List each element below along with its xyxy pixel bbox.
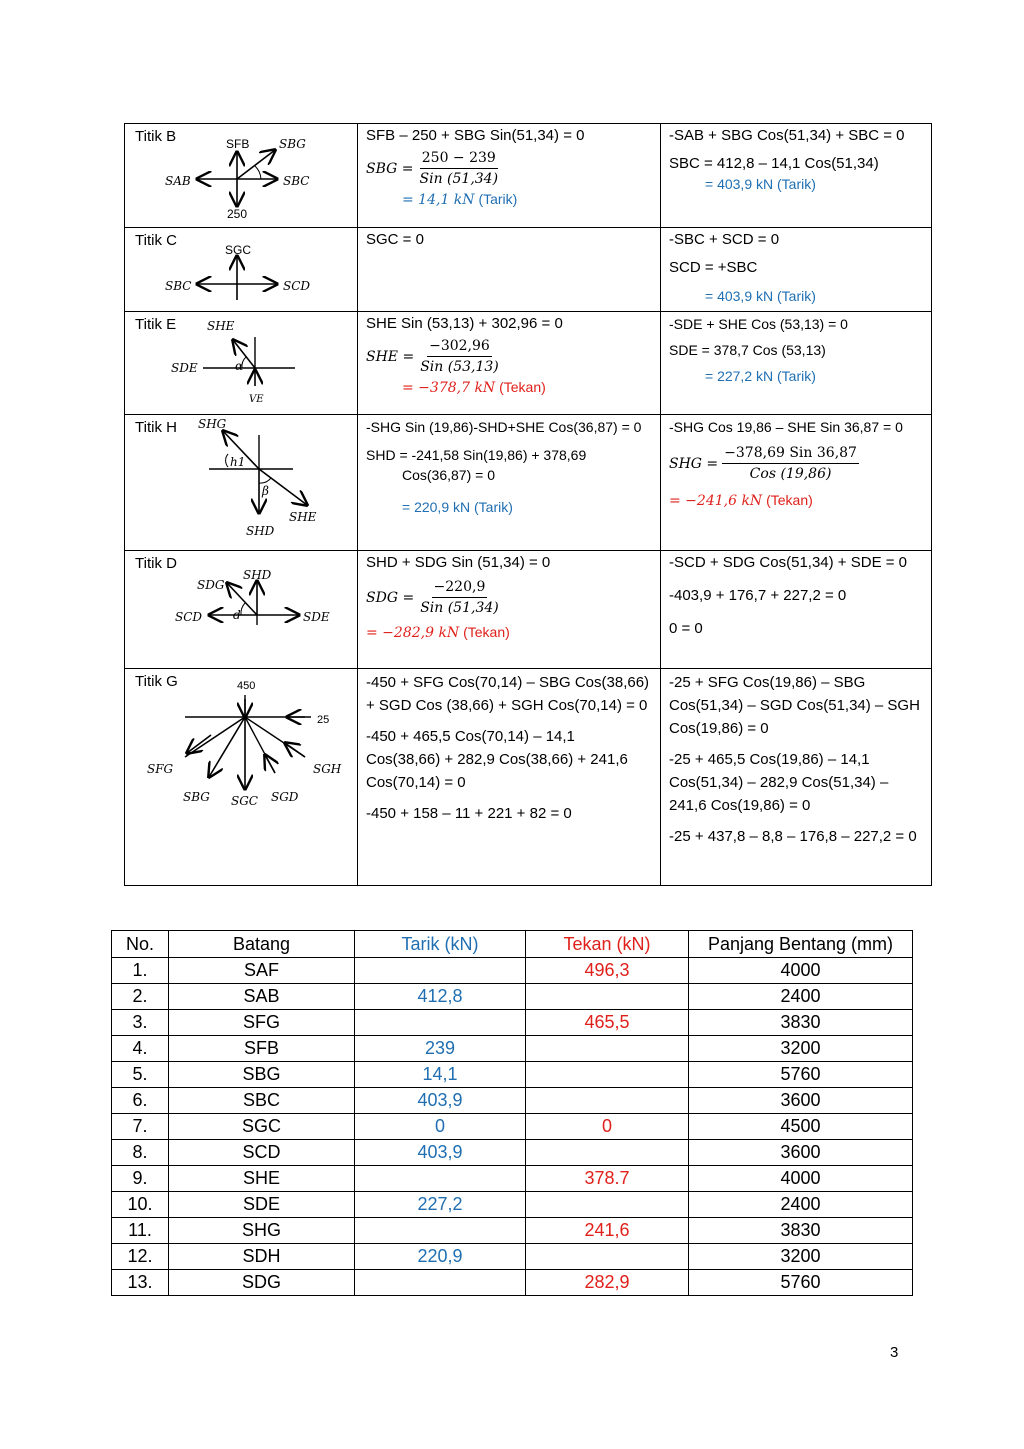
cell-no: 13.	[112, 1270, 169, 1296]
label-h1: h1	[230, 455, 246, 469]
cell-batang: SDE	[169, 1192, 355, 1218]
eq-line: -SBC + SCD = 0	[669, 231, 780, 248]
node-row-b	[125, 124, 932, 228]
cell-tekan: 241,6	[526, 1218, 689, 1244]
cell-panjang: 3600	[689, 1088, 913, 1114]
eq-line: SHD = -241,58 Sin(19,86) + 378,69	[366, 447, 587, 463]
label-250: 250	[227, 207, 248, 221]
eq-line: SGC = 0	[366, 231, 424, 248]
table-row	[112, 1140, 913, 1166]
node-cell	[125, 124, 358, 228]
node-cell	[125, 312, 358, 415]
eq-line: -25 + 437,8 – 8,8 – 176,8 – 227,2 = 0	[669, 828, 917, 845]
eq-line: Cos(36,87) = 0	[402, 467, 495, 483]
cell-no: 12.	[112, 1244, 169, 1270]
frac-lhs: SBG =	[366, 160, 414, 177]
eq-line: -SCD + SDG Cos(51,34) + SDE = 0	[669, 554, 908, 571]
summary-table	[111, 930, 913, 1296]
cell-no: 4.	[112, 1036, 169, 1062]
eq-line: SCD = +SBC	[669, 259, 758, 276]
eq-line: -450 + SFG Cos(70,14) – SBG Cos(38,66) + SGD Cos (38,66) + SGH Cos(70,14) = 0	[366, 674, 650, 714]
node-label: Titik D	[135, 555, 177, 572]
cell-batang: SHG	[169, 1218, 355, 1244]
eq-line: SBC = 412,8 – 14,1 Cos(51,34)	[669, 155, 879, 172]
node-b-diagram	[125, 124, 357, 228]
horizontal-eq-cell	[661, 551, 932, 669]
eq-line: -SAB + SBG Cos(51,34) + SBC = 0	[669, 127, 905, 144]
label-she: SHE	[289, 510, 317, 524]
cell-panjang: 3200	[689, 1244, 913, 1270]
eq-result	[366, 377, 652, 398]
summary-body	[112, 958, 913, 1296]
cell-tarik: 227,2	[355, 1192, 526, 1218]
label-sfg: SFG	[147, 762, 174, 776]
table-row	[112, 1192, 913, 1218]
node-row-d	[125, 551, 932, 669]
cell-tarik	[355, 1218, 526, 1244]
table-row	[112, 1062, 913, 1088]
table-row	[112, 1088, 913, 1114]
eq-line: -403,9 + 176,7 + 227,2 = 0	[669, 587, 847, 604]
result-note: (Tekan)	[463, 624, 510, 640]
frac-num: −378,69 Sin 36,87	[722, 443, 859, 464]
cell-no: 6.	[112, 1088, 169, 1114]
node-label: Titik G	[135, 673, 178, 690]
header-panjang: Panjang Bentang (mm)	[689, 931, 913, 958]
cell-panjang: 3600	[689, 1140, 913, 1166]
cell-no: 10.	[112, 1192, 169, 1218]
table-row	[112, 1270, 913, 1296]
node-label: Titik H	[135, 419, 177, 436]
cell-panjang: 3830	[689, 1010, 913, 1036]
eq-line: SHE Sin (53,13) + 302,96 = 0	[366, 315, 563, 332]
header-batang: Batang	[169, 931, 355, 958]
vertical-eq-cell	[358, 124, 661, 228]
cell-tekan: 0	[526, 1114, 689, 1140]
cell-tekan: 282,9	[526, 1270, 689, 1296]
cell-tekan	[526, 1036, 689, 1062]
cell-tekan	[526, 1244, 689, 1270]
vertical-eq-cell	[358, 415, 661, 551]
cell-tekan: 378.7	[526, 1166, 689, 1192]
node-d-diagram	[125, 551, 357, 669]
label-shd: SHD	[246, 524, 275, 538]
cell-tarik: 403,9	[355, 1140, 526, 1166]
cell-batang: SCD	[169, 1140, 355, 1166]
table-row	[112, 1036, 913, 1062]
cell-tarik	[355, 1166, 526, 1192]
eq-result: = 227,2 kN (Tarik)	[705, 368, 816, 384]
node-label: Titik B	[135, 128, 177, 145]
eq-result	[366, 189, 652, 210]
cell-panjang: 3830	[689, 1218, 913, 1244]
table-row	[112, 1166, 913, 1192]
frac-den: Sin (53,13)	[420, 359, 499, 375]
eq-line: -SHG Sin (19,86)-SHD+SHE Cos(36,87) = 0	[366, 419, 642, 435]
eq-fraction	[366, 577, 652, 618]
cell-panjang: 5760	[689, 1062, 913, 1088]
header-no: No.	[112, 931, 169, 958]
label-scd: SCD	[283, 279, 311, 293]
result-math: = −378,7 kN	[402, 380, 496, 396]
horizontal-eq-cell	[661, 415, 932, 551]
cell-tarik	[355, 1270, 526, 1296]
node-e-diagram	[125, 312, 357, 415]
label-sdg: SDG	[197, 578, 225, 592]
cell-tarik: 220,9	[355, 1244, 526, 1270]
label-sgh: SGH	[313, 762, 342, 776]
frac-num: −302,96	[427, 336, 492, 357]
vertical-eq-cell	[358, 312, 661, 415]
header-tekan: Tekan (kN)	[526, 931, 689, 958]
eq-line: -SDE + SHE Cos (53,13) = 0	[669, 316, 848, 332]
label-scd: SCD	[175, 610, 203, 624]
eq-line: -SHG Cos 19,86 – SHE Sin 36,87 = 0	[669, 419, 903, 435]
label-sab: SAB	[165, 174, 191, 188]
eq-result	[669, 490, 923, 511]
label-sbg: SBG	[183, 790, 210, 804]
eq-line: SDE = 378,7 Cos (53,13)	[669, 342, 826, 358]
result-note: (Tekan)	[499, 379, 546, 395]
cell-tekan	[526, 1192, 689, 1218]
label-alpha: α	[235, 359, 244, 373]
label-shd: SHD	[243, 568, 272, 582]
cell-batang: SBG	[169, 1062, 355, 1088]
eq-line: -450 + 465,5 Cos(70,14) – 14,1 Cos(38,66) + 282,9 Cos(38,66) + 241,6 Cos(70,14) = 0	[366, 728, 628, 791]
label-sbg: SBG	[279, 137, 306, 151]
frac-num: −220,9	[432, 577, 488, 598]
eq-fraction	[366, 148, 652, 189]
cell-tekan	[526, 984, 689, 1010]
cell-tarik: 0	[355, 1114, 526, 1140]
eq-line: 0 = 0	[669, 620, 703, 637]
label-ve: VE	[249, 394, 264, 405]
eq-fraction	[366, 336, 652, 377]
label-450: 450	[237, 680, 256, 692]
node-label: Titik E	[135, 316, 177, 333]
result-math: = −282,9 kN	[366, 625, 460, 641]
vertical-eq-cell	[358, 669, 661, 886]
page-number: 3	[890, 1344, 899, 1361]
node-cell	[125, 669, 358, 886]
horizontal-eq-cell	[661, 124, 932, 228]
vertical-eq-cell	[358, 228, 661, 312]
eq-line: -450 + 158 – 11 + 221 + 82 = 0	[366, 805, 572, 822]
label-25: 25	[317, 714, 330, 726]
result-math: = 14,1 kN	[402, 192, 475, 208]
cell-no: 3.	[112, 1010, 169, 1036]
result-note: (Tekan)	[766, 492, 813, 508]
cell-no: 11.	[112, 1218, 169, 1244]
calculation-table	[124, 123, 932, 886]
label-sde: SDE	[171, 361, 198, 375]
cell-panjang: 4000	[689, 958, 913, 984]
cell-panjang: 2400	[689, 984, 913, 1010]
table-row	[112, 958, 913, 984]
horizontal-eq-cell	[661, 669, 932, 886]
node-label: Titik C	[135, 232, 177, 249]
cell-batang: SGC	[169, 1114, 355, 1140]
cell-tarik	[355, 1010, 526, 1036]
cell-no: 2.	[112, 984, 169, 1010]
cell-tekan	[526, 1140, 689, 1166]
cell-panjang: 2400	[689, 1192, 913, 1218]
cell-batang: SFG	[169, 1010, 355, 1036]
cell-tarik: 14,1	[355, 1062, 526, 1088]
frac-num: 250 − 239	[420, 148, 498, 169]
label-sde: SDE	[303, 610, 330, 624]
frac-lhs: SHE =	[366, 348, 415, 365]
eq-result: = 220,9 kN (Tarik)	[402, 499, 513, 515]
cell-tekan	[526, 1088, 689, 1114]
node-h-diagram	[125, 415, 357, 551]
node-row-e	[125, 312, 932, 415]
node-cell	[125, 228, 358, 312]
eq-line: -25 + SFG Cos(19,86) – SBG Cos(51,34) – SGD Cos(51,34) – SGH Cos(19,86) = 0	[669, 674, 920, 737]
cell-tekan	[526, 1062, 689, 1088]
cell-panjang: 4000	[689, 1166, 913, 1192]
table-row	[112, 1244, 913, 1270]
horizontal-eq-cell	[661, 312, 932, 415]
cell-panjang: 3200	[689, 1036, 913, 1062]
eq-line: SFB – 250 + SBG Sin(51,34) = 0	[366, 127, 585, 144]
eq-result: = 403,9 kN (Tarik)	[705, 176, 816, 192]
table-row	[112, 1114, 913, 1140]
label-beta: β	[262, 484, 269, 498]
cell-panjang: 4500	[689, 1114, 913, 1140]
eq-result: = 403,9 kN (Tarik)	[705, 288, 816, 304]
table-row	[112, 984, 913, 1010]
cell-tarik	[355, 958, 526, 984]
label-sgd: SGD	[271, 790, 299, 804]
label-sbc: SBC	[283, 174, 310, 188]
cell-batang: SHE	[169, 1166, 355, 1192]
frac-lhs: SHG =	[669, 455, 719, 472]
eq-line: -25 + 465,5 Cos(19,86) – 14,1 Cos(51,34) – 282,9 Cos(51,34) – 241,6 Cos(19,86) = 0	[669, 751, 889, 814]
cell-no: 9.	[112, 1166, 169, 1192]
cell-batang: SFB	[169, 1036, 355, 1062]
cell-no: 5.	[112, 1062, 169, 1088]
cell-batang: SAF	[169, 958, 355, 984]
header-tarik: Tarik (kN)	[355, 931, 526, 958]
eq-result	[366, 622, 652, 643]
label-d: d	[233, 608, 241, 622]
table-row	[112, 1218, 913, 1244]
frac-den: Cos (19,86)	[749, 466, 832, 482]
label-she: SHE	[207, 319, 235, 333]
node-row-c	[125, 228, 932, 312]
node-g-diagram	[125, 669, 357, 886]
cell-no: 7.	[112, 1114, 169, 1140]
node-c-diagram	[125, 228, 357, 312]
cell-tarik: 412,8	[355, 984, 526, 1010]
cell-batang: SAB	[169, 984, 355, 1010]
cell-batang: SDH	[169, 1244, 355, 1270]
table-row	[112, 1010, 913, 1036]
label-sbc: SBC	[165, 279, 192, 293]
cell-tarik: 403,9	[355, 1088, 526, 1114]
eq-fraction	[669, 443, 923, 484]
label-sgc: SGC	[231, 794, 258, 808]
node-row-g	[125, 669, 932, 886]
frac-den: Sin (51,34)	[420, 600, 499, 616]
cell-batang: SDG	[169, 1270, 355, 1296]
cell-tarik: 239	[355, 1036, 526, 1062]
label-shg: SHG	[198, 417, 227, 431]
label-sfb: SFB	[226, 137, 250, 151]
cell-tekan: 496,3	[526, 958, 689, 984]
frac-lhs: SDG =	[366, 589, 415, 606]
node-cell	[125, 551, 358, 669]
cell-no: 8.	[112, 1140, 169, 1166]
frac-den: Sin (51,34)	[419, 171, 499, 187]
result-math: = −241,6 kN	[669, 493, 763, 509]
cell-panjang: 5760	[689, 1270, 913, 1296]
eq-line: SHD + SDG Sin (51,34) = 0	[366, 554, 551, 571]
summary-header-row	[112, 931, 913, 958]
node-row-h	[125, 415, 932, 551]
node-cell	[125, 415, 358, 551]
result-note: (Tarik)	[478, 191, 518, 207]
cell-batang: SBC	[169, 1088, 355, 1114]
cell-tekan: 465,5	[526, 1010, 689, 1036]
label-sgc: SGC	[225, 243, 252, 257]
horizontal-eq-cell	[661, 228, 932, 312]
cell-no: 1.	[112, 958, 169, 984]
vertical-eq-cell	[358, 551, 661, 669]
